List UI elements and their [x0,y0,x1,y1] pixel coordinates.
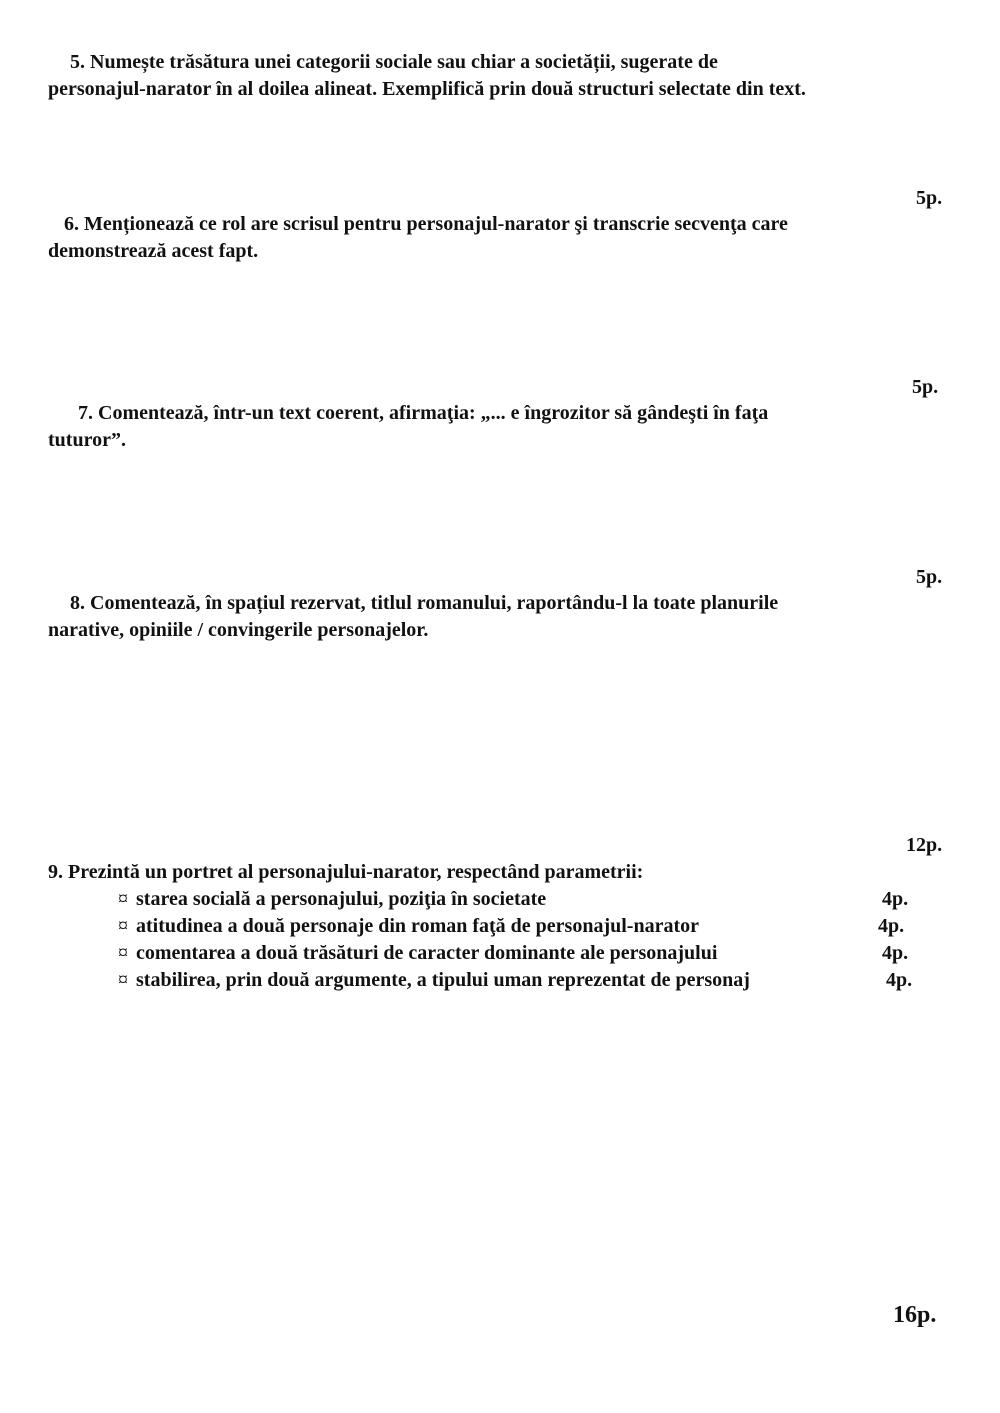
question-8-line-2: narative, opiniile / convingerile personajelor. [48,619,429,641]
question-9-line-1: 9. Prezintă un portret al personajului-narator, respectând parametrii: [48,861,644,883]
question-8-line-1: 8. Comentează, în spațiul rezervat, titlul romanului, raportându-l la toate planurile [70,592,779,614]
bullet-icon: ¤ [118,969,128,991]
question-6-line-1: 6. Menționează ce rol are scrisul pentru personajul-narator şi transcrie secvenţa care [64,213,788,235]
question-7-line-1: 7. Comentează, într-un text coerent, afirmaţia: „... e îngrozitor să gândeşti în faţa [78,402,769,424]
question-7-points: 5p. [916,566,943,588]
criterion-text: starea socială a personajului, poziţia în societate [136,888,547,910]
question-9-criterion-1-points: 4p. [882,888,909,910]
criterion-text: comentarea a două trăsături de caracter dominante ale personajului [136,942,718,964]
bullet-icon: ¤ [118,888,128,910]
question-8-points: 12p. [906,834,943,856]
criterion-text: stabilirea, prin două argumente, a tipului uman reprezentat de personaj [136,969,750,991]
question-9-criterion-1 [118,886,546,912]
question-9-criterion-2 [118,913,699,939]
question-6-points: 5p. [912,376,939,398]
question-6-line-2: demonstrează acest fapt. [48,240,259,262]
question-9-criterion-4-points: 4p. [886,969,913,991]
question-9-points: 16p. [893,1302,937,1328]
bullet-icon: ¤ [118,942,128,964]
question-9-criterion-4 [118,967,750,993]
question-5-points: 5p. [916,187,943,209]
question-9-criterion-3 [118,940,717,966]
question-5-line-2: personajul-narator în al doilea alineat. Exemplifică prin două structuri selectate din text. [48,78,806,100]
question-9-criterion-3-points: 4p. [882,942,909,964]
bullet-icon: ¤ [118,915,128,937]
question-7-line-2: tuturor”. [48,429,126,451]
criterion-text: atitudinea a două personaje din roman faţă de personajul-narator [136,915,699,937]
question-5-line-1: 5. Numește trăsătura unei categorii sociale sau chiar a societății, sugerate de [70,51,718,73]
question-9-criterion-2-points: 4p. [878,915,905,937]
